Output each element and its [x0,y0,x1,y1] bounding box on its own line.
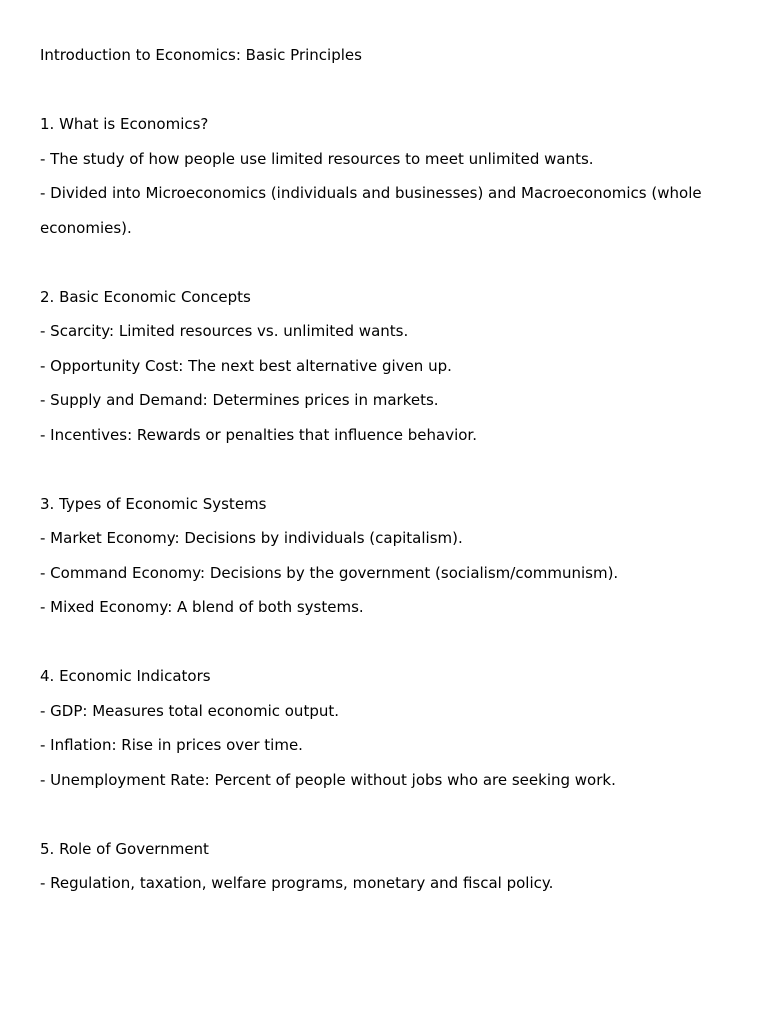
list-item: - The study of how people use limited resources to meet unlimited wants. [40,149,594,168]
list-item: - Mixed Economy: A blend of both systems. [40,598,364,616]
list-item: - Divided into Microeconomics (individuals and businesses) and Macroeconomics (whole economies). [40,184,707,237]
section-economic-systems [40,487,740,625]
list-item: - Market Economy: Decisions by individuals (capitalism). [40,529,463,547]
section-heading: 1. What is Economics? [40,115,209,133]
blank-line [40,245,740,280]
section-economic-indicators [40,659,740,797]
blank-line [40,625,740,660]
list-item: - Scarcity: Limited resources vs. unlimited wants. [40,322,409,340]
list-item: - Incentives: Rewards or penalties that influence behavior. [40,425,477,444]
blank-line [40,73,740,108]
list-item: - Opportunity Cost: The next best alternative given up. [40,356,452,375]
list-item: - Inflation: Rise in prices over time. [40,736,303,754]
document-body [40,38,740,901]
list-item: - Supply and Demand: Determines prices in markets. [40,391,439,409]
document-title: Introduction to Economics: Basic Principles [40,46,362,64]
list-item: - Regulation, taxation, welfare programs, monetary and fiscal policy. [40,874,554,892]
blank-line [40,452,740,487]
section-basic-concepts [40,280,740,453]
list-item: - GDP: Measures total economic output. [40,701,339,720]
blank-line [40,797,740,832]
list-item: - Command Economy: Decisions by the government (socialism/communism). [40,563,619,582]
section-heading: 2. Basic Economic Concepts [40,287,251,306]
section-heading: 5. Role of Government [40,839,209,858]
section-heading: 3. Types of Economic Systems [40,494,267,513]
list-item: - Unemployment Rate: Percent of people without jobs who are seeking work. [40,770,616,789]
section-role-of-government [40,832,740,901]
section-what-is-economics [40,107,740,245]
section-heading: 4. Economic Indicators [40,667,211,685]
